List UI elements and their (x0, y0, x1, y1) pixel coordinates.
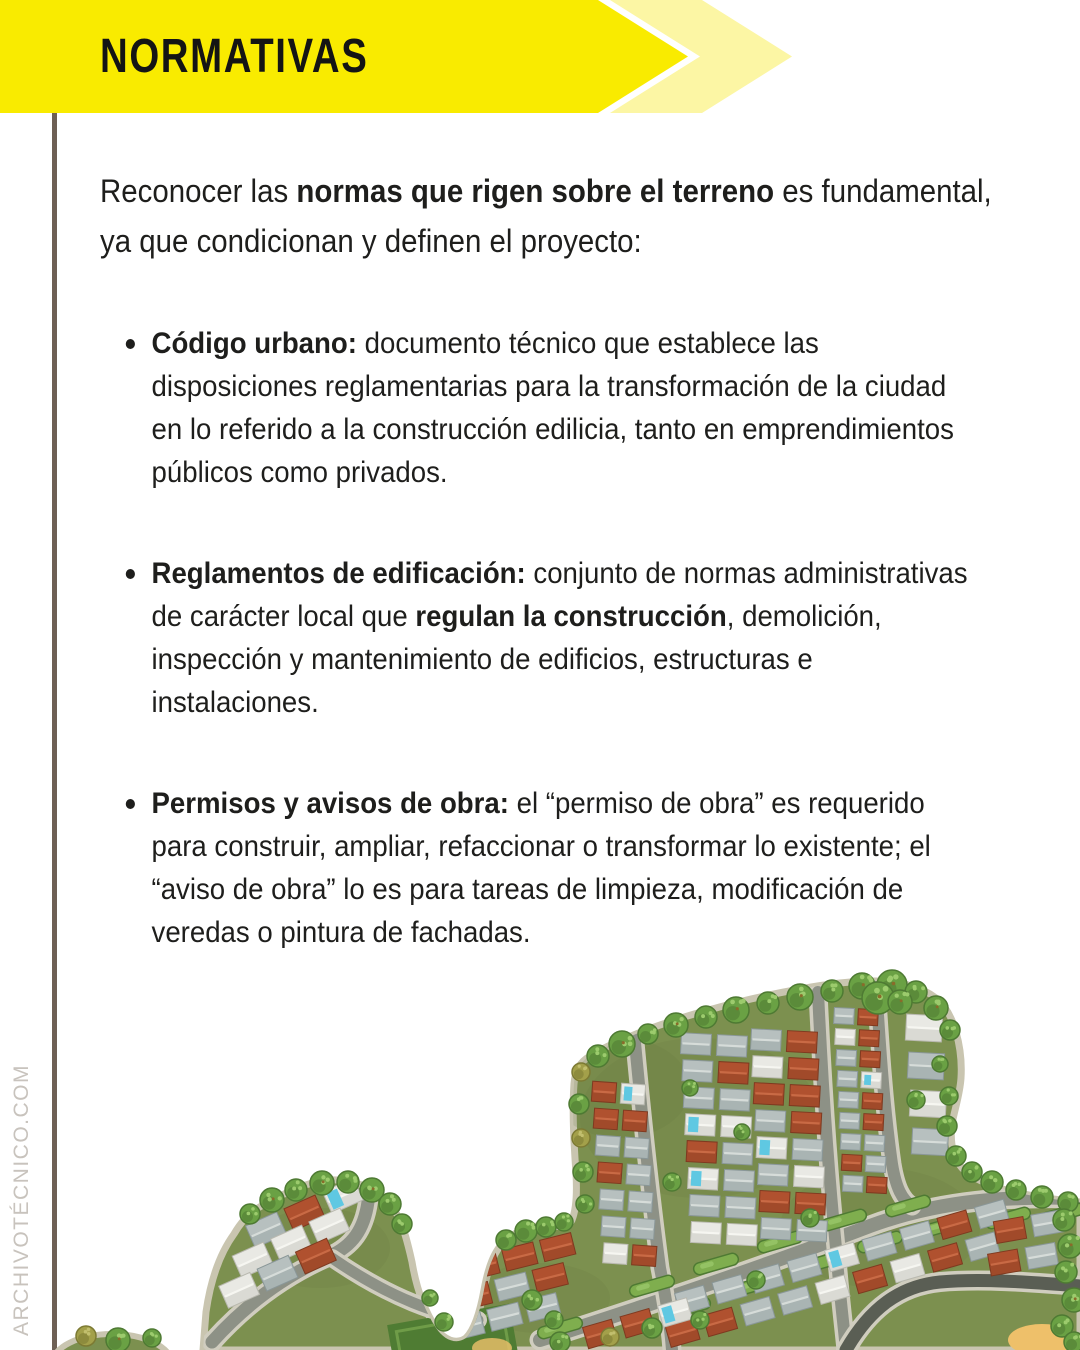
aerial-neighborhood-map (0, 968, 1080, 1350)
intro-bold: normas que rigen sobre el terreno (296, 173, 775, 209)
main-text-block (100, 166, 1040, 1012)
bullet-list (100, 322, 1029, 954)
bullet-bold-text: regulan la construcción (415, 600, 727, 633)
intro-part1: Reconocer las (100, 173, 297, 209)
bullet-bold-text: Permisos y avisos de obra: (151, 787, 509, 820)
bullet-item (100, 322, 984, 494)
bullet-item (100, 552, 984, 724)
bullet-bold-text: Código urbano: (151, 327, 357, 360)
bullet-text: el “permiso de obra” es requerido para construir, ampliar, refaccionar o transformar lo existente; el “aviso de obra” lo es para tareas de limpieza, modificación de veredas o pintura de fachadas. (151, 787, 931, 949)
intro-part3: es fundamental, ya que condicionan y definen el proyecto: (100, 173, 992, 259)
bullet-item (100, 782, 984, 954)
page-title-text: NORMATIVAS (100, 30, 369, 83)
intro-paragraph (100, 166, 1029, 266)
page-title (100, 0, 436, 113)
bullet-text: , demolición, inspección y mantenimiento de edificios, estructuras e instalaciones. (151, 600, 882, 719)
bullet-text: documento técnico que establece las disposiciones reglamentarias para la transformación de la ciudad en lo referido a la construcción edilicia, tanto en emprendimientos públicos como privados. (151, 327, 954, 489)
bullet-text: conjunto de normas administrativas de carácter local que (151, 557, 968, 633)
watermark-text: ARCHIVOTÉCNICO.COM (10, 1063, 33, 1336)
bullet-bold-text: Reglamentos de edificación: (151, 557, 526, 590)
